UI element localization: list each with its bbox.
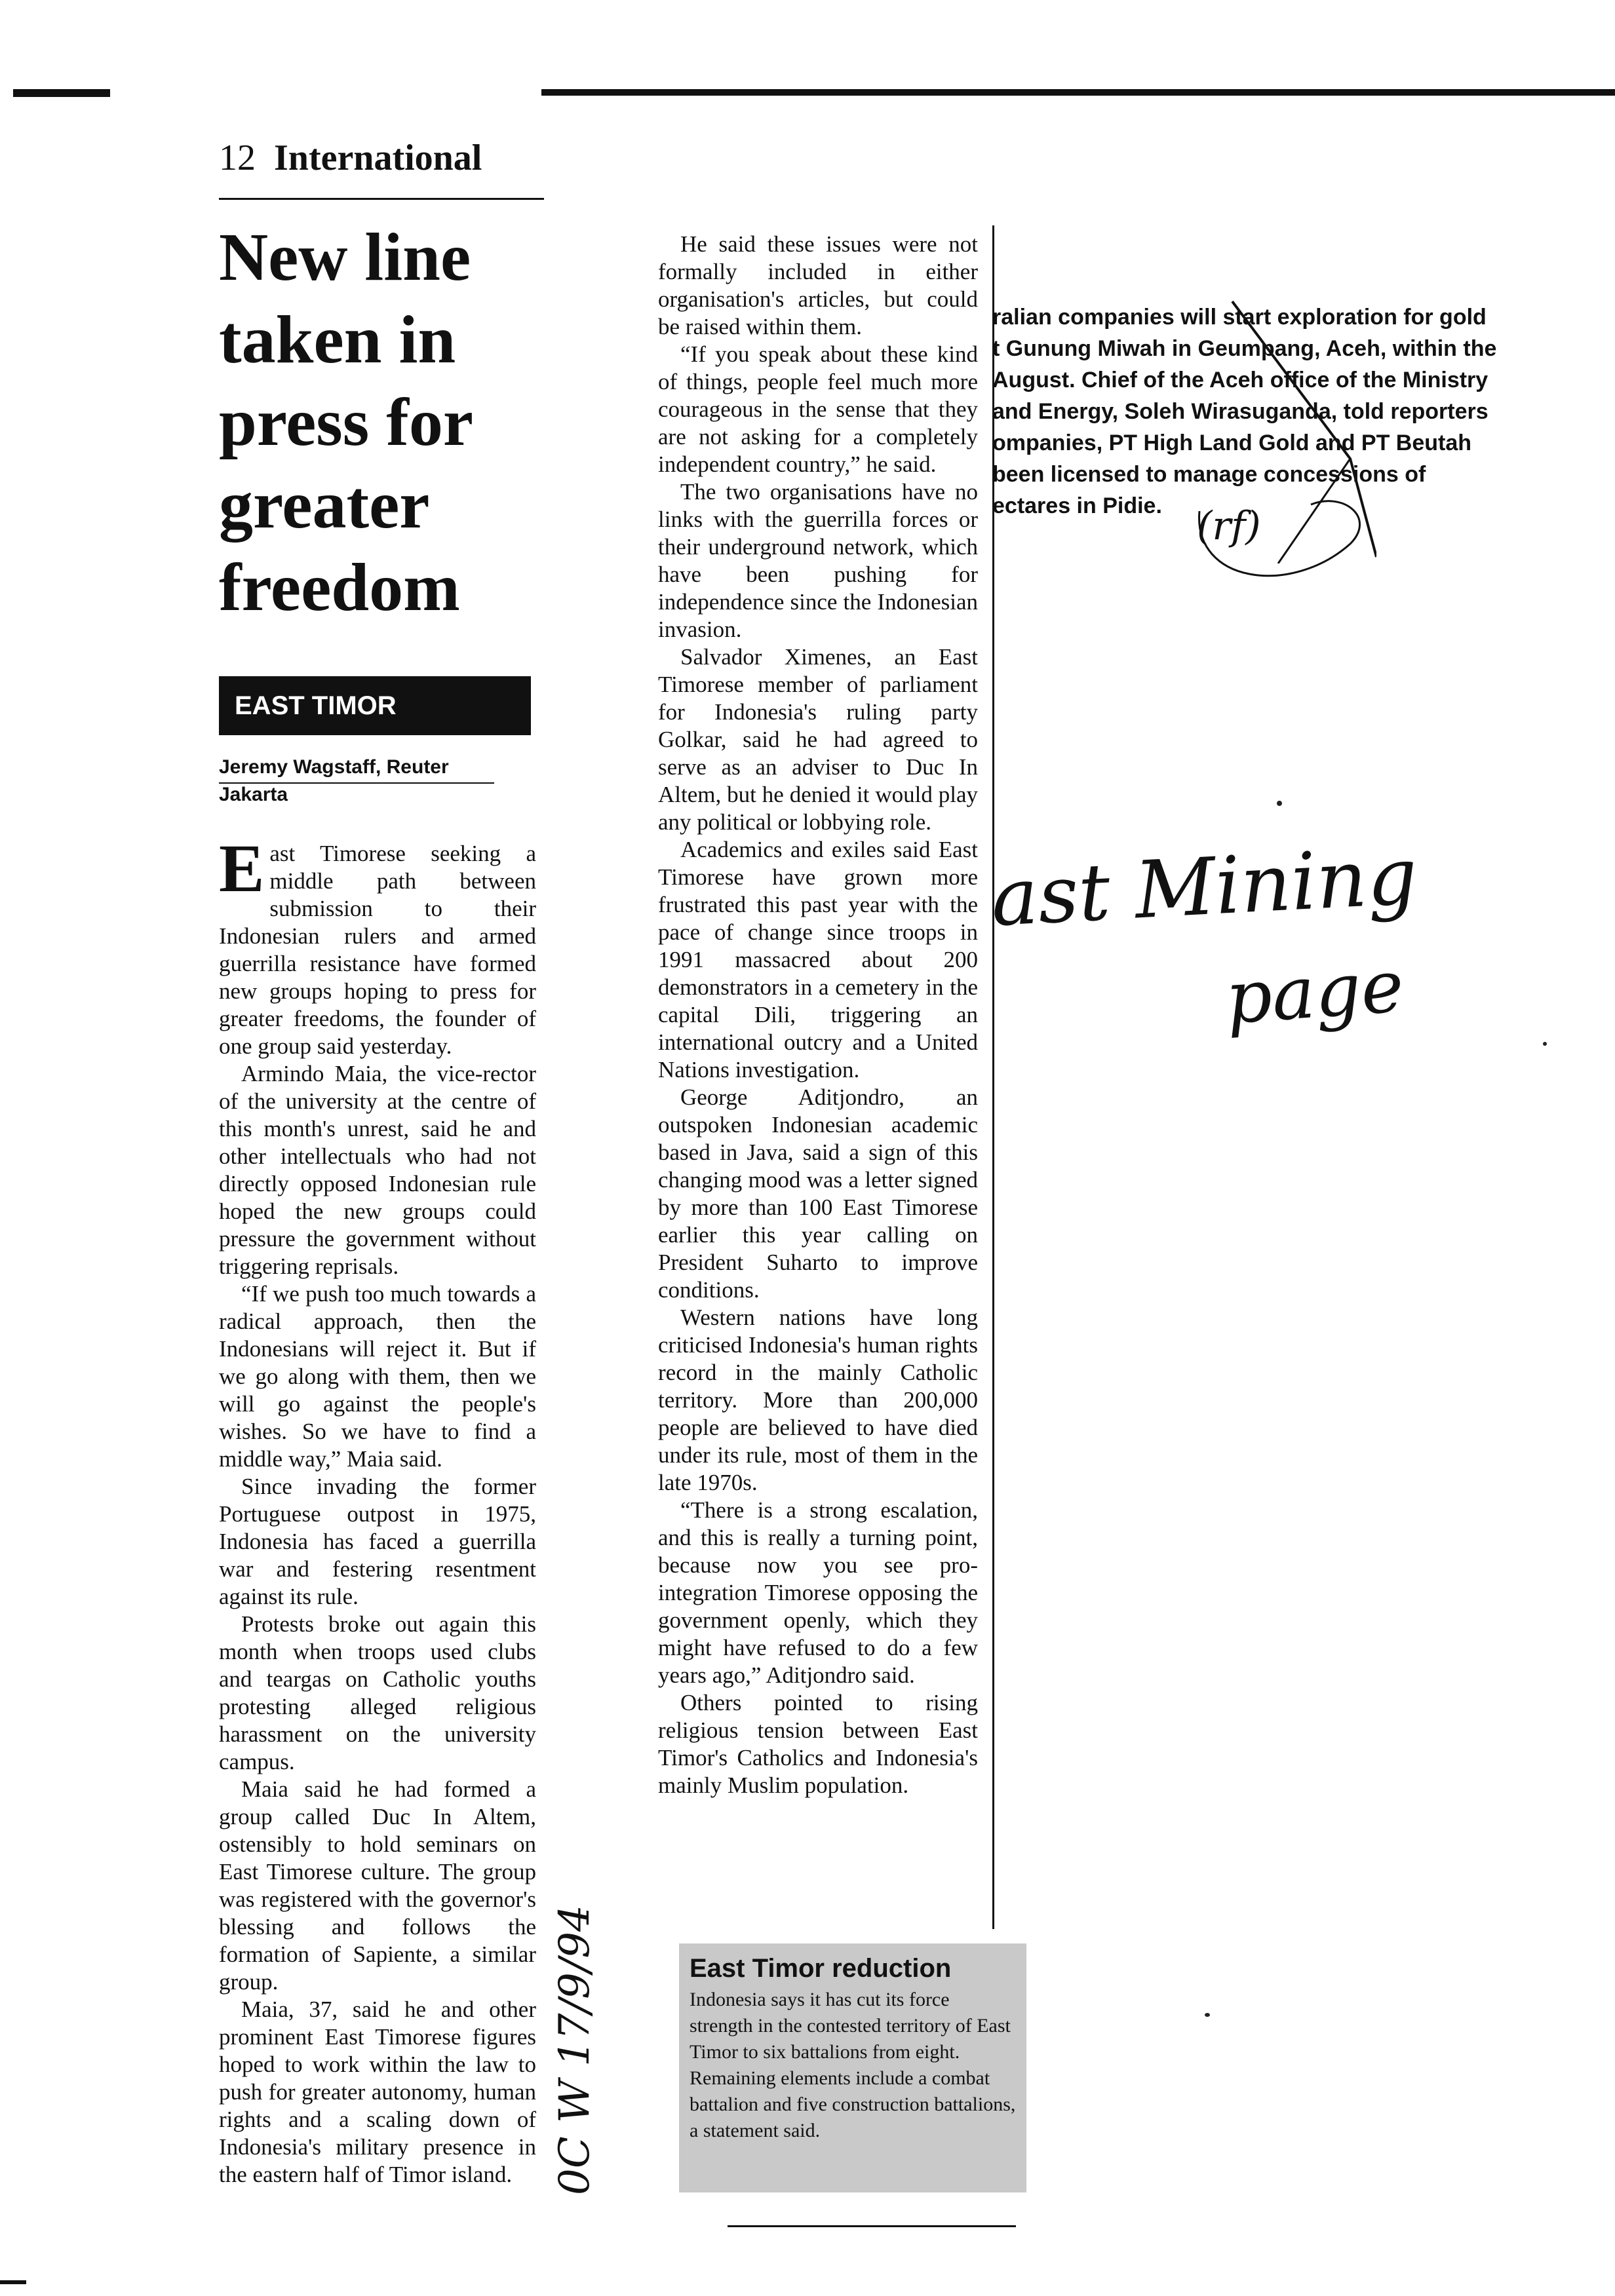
clipping-line: and Energy, Soleh Wirasuganda, told reporters — [992, 399, 1489, 424]
lead-text: ast Timorese seeking a middle path between submission to their Indonesian rulers and armed guerrilla resistance have formed new groups hoping to press for greater freedoms, the founder of one group said yesterday. — [219, 841, 536, 1059]
paragraph: “If you speak about these kind of things, people feel much more courageous in the sense that they are not asking for a completely independent country,” he said. — [658, 341, 978, 477]
paragraph: Armindo Maia, the vice-rector of the university at the centre of this month's unrest, said he and other intellectuals who had not directly opposed Indonesian rule hoped the new groups could pressure the government without triggering reprisals. — [219, 1061, 536, 1279]
headline-line: freedom — [219, 550, 460, 625]
paragraph: The two organisations have no links with the guerrilla forces or their underground network, which have been pushing for independence since the Indonesian invasion. — [658, 479, 978, 642]
brief-title: East Timor reduction — [690, 1954, 952, 1983]
paragraph: Others pointed to rising religious tension between East Timor's Catholics and Indonesia's mainly Muslim population. — [658, 1690, 978, 1798]
scan-speck — [1205, 2013, 1210, 2017]
paragraph: George Aditjondro, an outspoken Indonesian academic based in Java, said a sign of this changing mood was a letter signed by more than 100 East Timorese earlier this year calling on President Suharto to improve conditions. — [658, 1084, 978, 1303]
headline — [219, 216, 560, 629]
paragraph: Salvador Ximenes, an East Timorese member of parliament for Indonesia's ruling party Golkar, said he had agreed to serve as an adviser to Duc In Altem, but he denied it would play any political or lobbying role. — [658, 644, 978, 835]
paragraph: Maia said he had formed a group called Duc In Altem, ostensibly to hold seminars on East Timorese culture. The group was registered with the governor's blessing and follows the formation of Sapiente, a similar group. — [219, 1776, 536, 1995]
top-rule-left — [13, 89, 110, 97]
page-number: 12 — [219, 138, 256, 178]
headline-line: New line — [219, 220, 471, 295]
section-tag: EAST TIMOR — [219, 676, 531, 735]
article-column-1 — [219, 831, 536, 2189]
lead-paragraph — [219, 831, 536, 1060]
byline-rule — [219, 782, 494, 784]
paragraph: He said these issues were not formally included in either organisation's articles, but could be raised within them. — [658, 231, 978, 339]
handwritten-initials: (rf) — [1197, 503, 1261, 549]
headline-line: press for — [219, 385, 474, 460]
scan-speck — [1277, 801, 1282, 806]
paragraph: Protests broke out again this month when troops used clubs and teargas on Catholic youths protesting alleged religious harassment on the university campus. — [219, 1611, 536, 1774]
bottom-left-mark — [0, 2280, 26, 2284]
headline-line: taken in — [219, 302, 456, 377]
article-column-2 — [658, 231, 978, 1799]
handwritten-date: 0C W 17/9/94 — [551, 1905, 599, 2195]
paragraph: Western nations have long criticised Indonesia's human rights record in the mainly Catholic territory. More than 200,000 people are believed to have died under its rule, most of them in the late 1970s. — [658, 1305, 978, 1495]
clipping-line: ectares in Pidie. — [992, 493, 1162, 518]
section-name: International — [274, 138, 482, 178]
paragraph: “If we push too much towards a radical approach, then the Indonesians will reject it. But if we go along with them, then we will go against the people's wishes. So we have to find a middle way,” Maia said. — [219, 1281, 536, 1472]
clipping-line: ompanies, PT High Land Gold and PT Beutah — [992, 430, 1472, 455]
byline: Jeremy Wagstaff, Reuter — [219, 756, 449, 778]
drop-cap: E — [219, 831, 265, 906]
top-rule-right — [541, 89, 1615, 96]
news-brief — [679, 1943, 1026, 2192]
clipping-line: been licensed to manage concessions of — [992, 462, 1426, 487]
paragraph: Since invading the former Portuguese outpost in 1975, Indonesia has faced a guerrilla war and festering resentment against its rule. — [219, 1474, 536, 1609]
scan-speck — [1543, 1042, 1547, 1046]
page-folio — [219, 136, 482, 179]
handwritten-note-2: page — [1222, 944, 1407, 1041]
folio-underline — [219, 198, 544, 200]
dateline: Jakarta — [219, 784, 288, 805]
headline-line: greater — [219, 467, 430, 543]
clipping-line: August. Chief of the Aceh office of the Ministry — [992, 368, 1489, 392]
handwritten-note: ast Mining — [988, 831, 1420, 944]
bottom-rule — [728, 2225, 1016, 2227]
byline-block — [219, 754, 449, 809]
clipping-line: t Gunung Miwah in Geumpang, Aceh, within the — [992, 336, 1497, 361]
brief-body: Indonesia says it has cut its force strength in the contested territory of East Timor to six battalions from eight. Remaining elements include a combat battalion and five construction battalions, a statement said. — [690, 1989, 1016, 2141]
paragraph: “There is a strong escalation, and this is really a turning point, because now you see pro-integration Timorese opposing the government openly, which they might have refused to do a few years ago,” Aditjondro said. — [658, 1497, 978, 1688]
clipping-line: ralian companies will start exploration for gold — [992, 305, 1487, 330]
paragraph: Academics and exiles said East Timorese have grown more frustrated this past year with the pace of change since troops in 1991 massacred about 200 demonstrators in a cemetery in the capital Dili, triggering an international outcry and a United Nations investigation. — [658, 837, 978, 1082]
paragraph: Maia, 37, said he and other prominent East Timorese figures hoped to work within the law to push for greater autonomy, human rights and a scaling down of Indonesia's military presence in the eastern half of Timor island. — [219, 1997, 536, 2187]
